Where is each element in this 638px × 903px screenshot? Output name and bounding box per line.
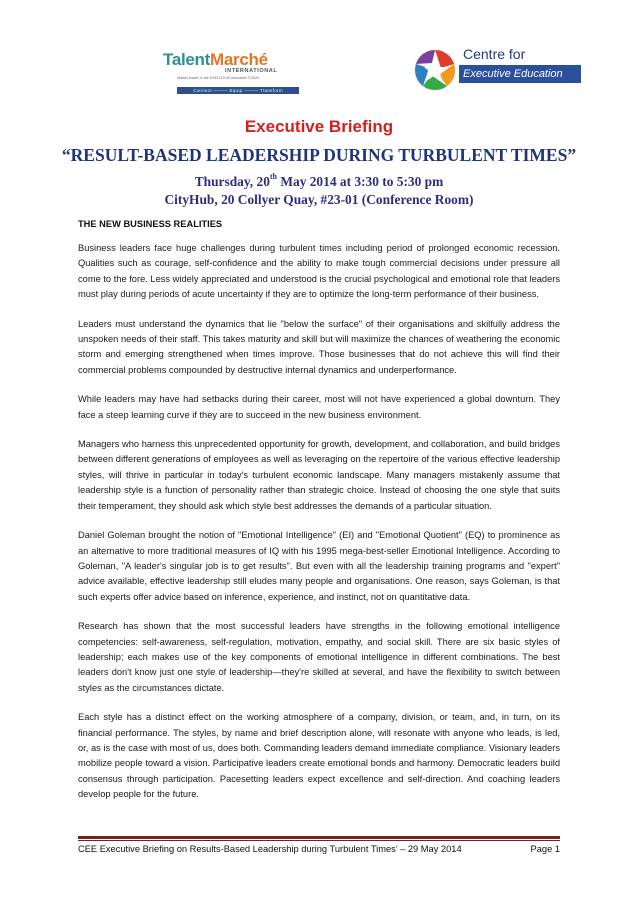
paragraph: Managers who harness this unprecedented opportunity for growth, development, and collaboration, and build bridges between different generations of employees as well as leveraging on the repertoire of the various effective leadership styles, will thrive in particular in today's turbulent economic landscape. Many managers mistakenly assume that leadership style is a function of personality rather than strategic choice. Instead of choosing the one style that suits their temperament, they should ask which style best addresses the demands of a particular situation. [78,439,560,511]
event-venue: CityHub, 20 Collyer Quay, #23-01 (Conference Room) [164,192,474,207]
paragraph: Daniel Goleman brought the notion of "Emotional Intelligence" (EI) and "Emotional Quotient" (EQ) to prominence as an alternative to more traditional measures of IQ with his 1995 mega-best-seller Emotional Intelligence. According to Goleman, "A leader's singular job is to get results". But even with all the leadership training programs and "expert" advice available, effective leadership still eludes many people and organisations. One reason, says Goleman, is that such experts offer advice based on inference, experience, and instinct, not on quantitative data. [78,530,560,602]
footer-rule-thin [78,840,560,841]
talentmarche-wordmark: TalentMarché [163,50,268,69]
footer-rule [78,836,560,839]
paragraph: Business leaders face huge challenges during turbulent times including period of prolonged economic recession. Qualities such as courage, self-confidence and the ability to make tough commercial decisions under pressure all come to the fore. Less widely appreciated and understood is the crucial psychological and emotional role that leaders must play during periods of acute uncertainty if they are to optimize the long-term performance of their business. [78,243,560,300]
talentmarche-tagline: Market leader in the EXECUTIVE education TODAY [177,76,260,80]
talentmarche-bar: Connect ——— Equip ——— Transform [177,87,299,94]
footer-text: CEE Executive Briefing on Results-Based Leadership during Turbulent Times’ – 29 May 2014 [78,844,462,854]
paragraph: Leaders must understand the dynamics that lie "below the surface" of their organisations and skilfully address the unspoken needs of their staff. This takes maturity and skill but will maximize the chances of weathering the economic storm and emerging strengthened when times improve. Those businesses that do not achieve this will find their commercial problems compounded by destructive internal dynamics and underperformance. [78,318,560,375]
document-subtitle: “RESULT-BASED LEADERSHIP DURING TURBULENT TIMES” [61,145,577,165]
section-heading: THE NEW BUSINESS REALITIES [78,219,223,229]
cee-logo [411,46,581,94]
talentmarche-logo [163,50,323,98]
page-number: Page 1 [530,844,560,854]
cee-line2: Executive Education [459,65,581,83]
cee-star-icon [411,46,459,94]
paragraph: Each style has a distinct effect on the working atmosphere of a company, division, or team, and, in turn, on its financial performance. The styles, by name and brief description alone, will resonate with anyone who leads, is led, or, as is the case with most of us, does both. Commanding leaders demand immediate compliance. Visionary leaders mobilize people toward a vision. Participative leaders create emotional bonds and harmony. Democratic leaders build consensus through participation. Pacesetting leaders expect excellence and self-direction. And coaching leaders develop people for the future. [78,712,560,800]
cee-line1: Centre for [463,46,526,62]
paragraph: Research has shown that the most successful leaders have strengths in the following emotional intelligence competencies: self-awareness, self-regulation, motivation, empathy, and social skill. There are six basic styles of leadership; each makes use of the key components of emotional intelligence in different combinations. The best leaders don't know just one style of leadership—they're skilled at several, and have the flexibility to switch between styles as the circumstances dictate. [78,621,560,693]
document-title: Executive Briefing [244,117,394,136]
talentmarche-international: INTERNATIONAL [225,68,278,74]
body-text [78,241,560,817]
event-date: Thursday, 20th May 2014 at 3:30 to 5:30 pm [194,172,444,189]
paragraph: While leaders may have had setbacks during their career, most will not have experienced a global downturn. They face a steep learning curve if they are to succeed in the new business environment. [78,394,560,420]
